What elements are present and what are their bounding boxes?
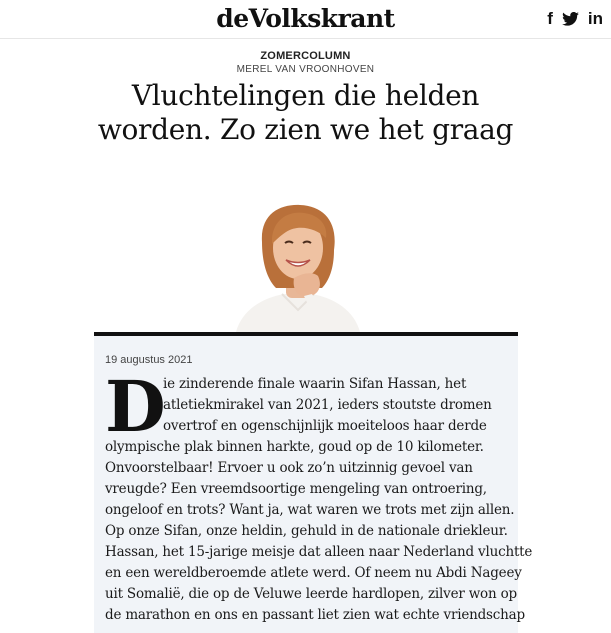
article-kicker[interactable]: ZOMERCOLUMN [260,50,351,62]
body-line: Onvoorstelbaar! Ervoer u ook zo’n uitzinnig gevoel van [105,460,473,476]
body-line: Hassan, het 15-jarige meisje dat alleen naar Nederland vluchtte [105,544,533,560]
body-line: en een wereldberoemde atlete werd. Of neem nu Abdi Nageey [105,565,522,581]
article-author[interactable]: MEREL VAN VROONHOVEN [236,64,375,75]
publish-date: 19 augustus 2021 [105,354,193,366]
author-portrait [228,198,368,332]
social-share-bar [547,9,603,29]
facebook-icon[interactable]: f [547,9,553,28]
body-line: ongeloof en trots? Want ja, wat waren we trots met zijn allen. [105,502,515,518]
site-logo[interactable]: deVolkskrant [216,4,395,33]
article-body-panel [94,336,533,633]
linkedin-icon[interactable]: in [587,9,603,28]
body-line: ie zinderende finale waarin Sifan Hassan, het [163,376,467,392]
body-line: olympische plak binnen harkte, goud op de 10 kilometer. [105,439,484,455]
body-line: de marathon en ons en passant liet zien wat echte vriendschap [105,607,525,623]
body-line: uit Somalië, die op de Veluwe leerde hardlopen, zilver won op [105,586,517,602]
twitter-icon[interactable] [562,12,579,26]
body-line: overtrof en ogenschijnlijk moeiteloos haar derde [163,418,487,434]
drop-cap: D [105,365,166,448]
body-line: atletiekmirakel van 2021, ieders stoutste dromen [163,397,492,413]
site-header [0,0,611,39]
headline-line: worden. Zo zien we het graag [97,113,514,146]
body-line: vreugde? Een vreemdsoortige mengeling van ontroering, [105,481,487,497]
body-line: Op onze Sifan, onze heldin, gehuld in de nationale driekleur. [105,523,508,539]
headline-line: Vluchtelingen die helden [131,79,480,112]
article-headline [0,79,611,147]
